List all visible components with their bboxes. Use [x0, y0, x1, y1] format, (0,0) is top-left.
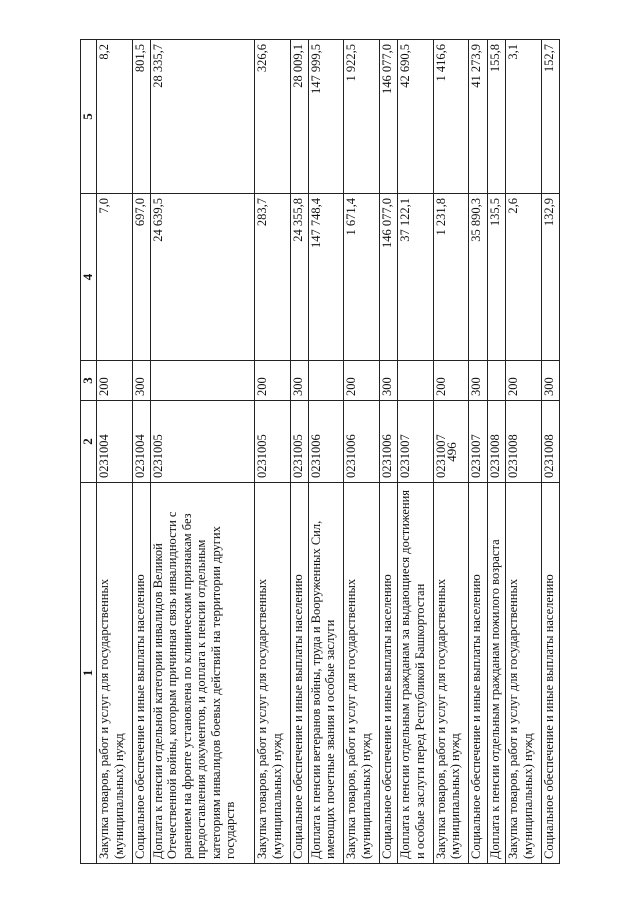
- row-type-cell: [308, 361, 344, 401]
- row-name-cell: Закупка товаров, работ и услуг для государственных (муниципальных) нужд: [433, 483, 469, 864]
- row-code-cell: 0231004: [97, 401, 133, 483]
- table-row: [97, 40, 133, 864]
- row-value-col4-cell: 37 122,1: [398, 194, 434, 361]
- table-row: [433, 40, 469, 864]
- row-name-cell: Доплата к пенсии отдельным гражданам пожилого возраста: [487, 483, 505, 864]
- row-name-cell: Доплата к пенсии ветеранов войны, труда и Вооруженных Сил, имеющих почетные звания и особые заслуги: [308, 483, 344, 864]
- row-type-cell: 200: [97, 361, 133, 401]
- row-type-cell: 300: [132, 361, 150, 401]
- row-code-cell: 0231006: [344, 401, 380, 483]
- row-type-cell: 300: [541, 361, 559, 401]
- row-value-col5-cell: 1 922,5: [344, 40, 380, 194]
- row-value-col4-cell: 7,0: [97, 194, 133, 361]
- row-name-cell: Социальное обеспечение и иные выплаты населению: [379, 483, 397, 864]
- row-type-cell: 300: [290, 361, 308, 401]
- row-name-cell: Социальное обеспечение и иные выплаты населению: [132, 483, 150, 864]
- row-value-col4-cell: 146 077,0: [379, 194, 397, 361]
- row-name-cell: Закупка товаров, работ и услуг для государственных (муниципальных) нужд: [255, 483, 291, 864]
- row-value-col5-cell: 42 690,5: [398, 40, 434, 194]
- column-header: 4: [81, 194, 97, 361]
- row-value-col4-cell: 24 639,5: [150, 194, 254, 361]
- column-header: 5: [81, 40, 97, 194]
- row-value-col5-cell: 8,2: [97, 40, 133, 194]
- row-value-col4-cell: 35 890,3: [469, 194, 487, 361]
- row-value-col5-cell: 146 077,0: [379, 40, 397, 194]
- row-name-cell: Закупка товаров, работ и услуг для государственных (муниципальных) нужд: [506, 483, 542, 864]
- column-header: 2: [81, 401, 97, 483]
- row-value-col5-cell: 1 416,6: [433, 40, 469, 194]
- row-code-cell: 0231006: [308, 401, 344, 483]
- row-type-cell: [398, 361, 434, 401]
- row-value-col5-cell: 801,5: [132, 40, 150, 194]
- row-value-col5-cell: 326,6: [255, 40, 291, 194]
- row-code-cell: 0231005: [290, 401, 308, 483]
- row-code-cell: 0231008: [541, 401, 559, 483]
- row-name-cell: Доплата к пенсии отдельным гражданам за выдающиеся достижения и особые заслуги перед Республикой Башкортостан: [398, 483, 434, 864]
- row-name-cell: Доплата к пенсии отдельной категории инвалидов Великой Отечественной войны, которым причинная связь инвалидности с ранением на фронте установлена по клиническим признакам без предоставления документов, и доплата к пенсии отдельным категориям инвалидов боевых действий на территории других государств: [150, 483, 254, 864]
- table-row: [132, 40, 150, 864]
- rotated-page-content: [80, 40, 560, 864]
- column-header: 3: [81, 361, 97, 401]
- row-value-col5-cell: 3,1: [506, 40, 542, 194]
- row-name-cell: Закупка товаров, работ и услуг для государственных (муниципальных) нужд: [344, 483, 380, 864]
- row-type-cell: 200: [344, 361, 380, 401]
- table-row: [541, 40, 559, 864]
- row-type-cell: [150, 361, 254, 401]
- row-type-cell: 300: [469, 361, 487, 401]
- row-value-col4-cell: 1 671,4: [344, 194, 380, 361]
- row-value-col5-cell: 28 009,1: [290, 40, 308, 194]
- row-value-col4-cell: 24 355,8: [290, 194, 308, 361]
- table-row: [255, 40, 291, 864]
- row-type-cell: 200: [433, 361, 469, 401]
- page-number: 496: [444, 442, 459, 462]
- row-value-col5-cell: 155,8: [487, 40, 505, 194]
- row-code-cell: 0231008: [506, 401, 542, 483]
- row-code-cell: 0231005: [150, 401, 254, 483]
- row-value-col4-cell: 697,0: [132, 194, 150, 361]
- budget-table: [80, 39, 560, 864]
- row-type-cell: 300: [379, 361, 397, 401]
- row-code-cell: 0231007: [398, 401, 434, 483]
- row-value-col4-cell: 283,7: [255, 194, 291, 361]
- table-row: [379, 40, 397, 864]
- row-value-col4-cell: 135,5: [487, 194, 505, 361]
- row-code-cell: 0231006: [379, 401, 397, 483]
- table-row: [308, 40, 344, 864]
- row-value-col4-cell: 2,6: [506, 194, 542, 361]
- row-value-col5-cell: 147 999,5: [308, 40, 344, 194]
- row-value-col5-cell: 41 273,9: [469, 40, 487, 194]
- row-name-cell: Социальное обеспечение и иные выплаты населению: [290, 483, 308, 864]
- row-type-cell: 200: [255, 361, 291, 401]
- row-code-cell: 0231008: [487, 401, 505, 483]
- row-code-cell: 0231007: [469, 401, 487, 483]
- row-value-col5-cell: 28 335,7: [150, 40, 254, 194]
- table-row: [398, 40, 434, 864]
- row-type-cell: [487, 361, 505, 401]
- row-code-cell: 0231005: [255, 401, 291, 483]
- row-code-cell: 0231004: [132, 401, 150, 483]
- table-header-row: [81, 40, 97, 864]
- table-row: [487, 40, 505, 864]
- table-row: [150, 40, 254, 864]
- row-code-cell: 0231007: [433, 401, 469, 483]
- row-value-col5-cell: 152,7: [541, 40, 559, 194]
- row-type-cell: 200: [506, 361, 542, 401]
- row-name-cell: Социальное обеспечение и иные выплаты населению: [469, 483, 487, 864]
- table-row: [469, 40, 487, 864]
- row-value-col4-cell: 147 748,4: [308, 194, 344, 361]
- row-name-cell: Социальное обеспечение и иные выплаты населению: [541, 483, 559, 864]
- row-value-col4-cell: 1 231,8: [433, 194, 469, 361]
- row-value-col4-cell: 132,9: [541, 194, 559, 361]
- table-body: [97, 40, 560, 864]
- row-name-cell: Закупка товаров, работ и услуг для государственных (муниципальных) нужд: [97, 483, 133, 864]
- table-row: [290, 40, 308, 864]
- table-row: [506, 40, 542, 864]
- table-row: [344, 40, 380, 864]
- column-header: 1: [81, 483, 97, 864]
